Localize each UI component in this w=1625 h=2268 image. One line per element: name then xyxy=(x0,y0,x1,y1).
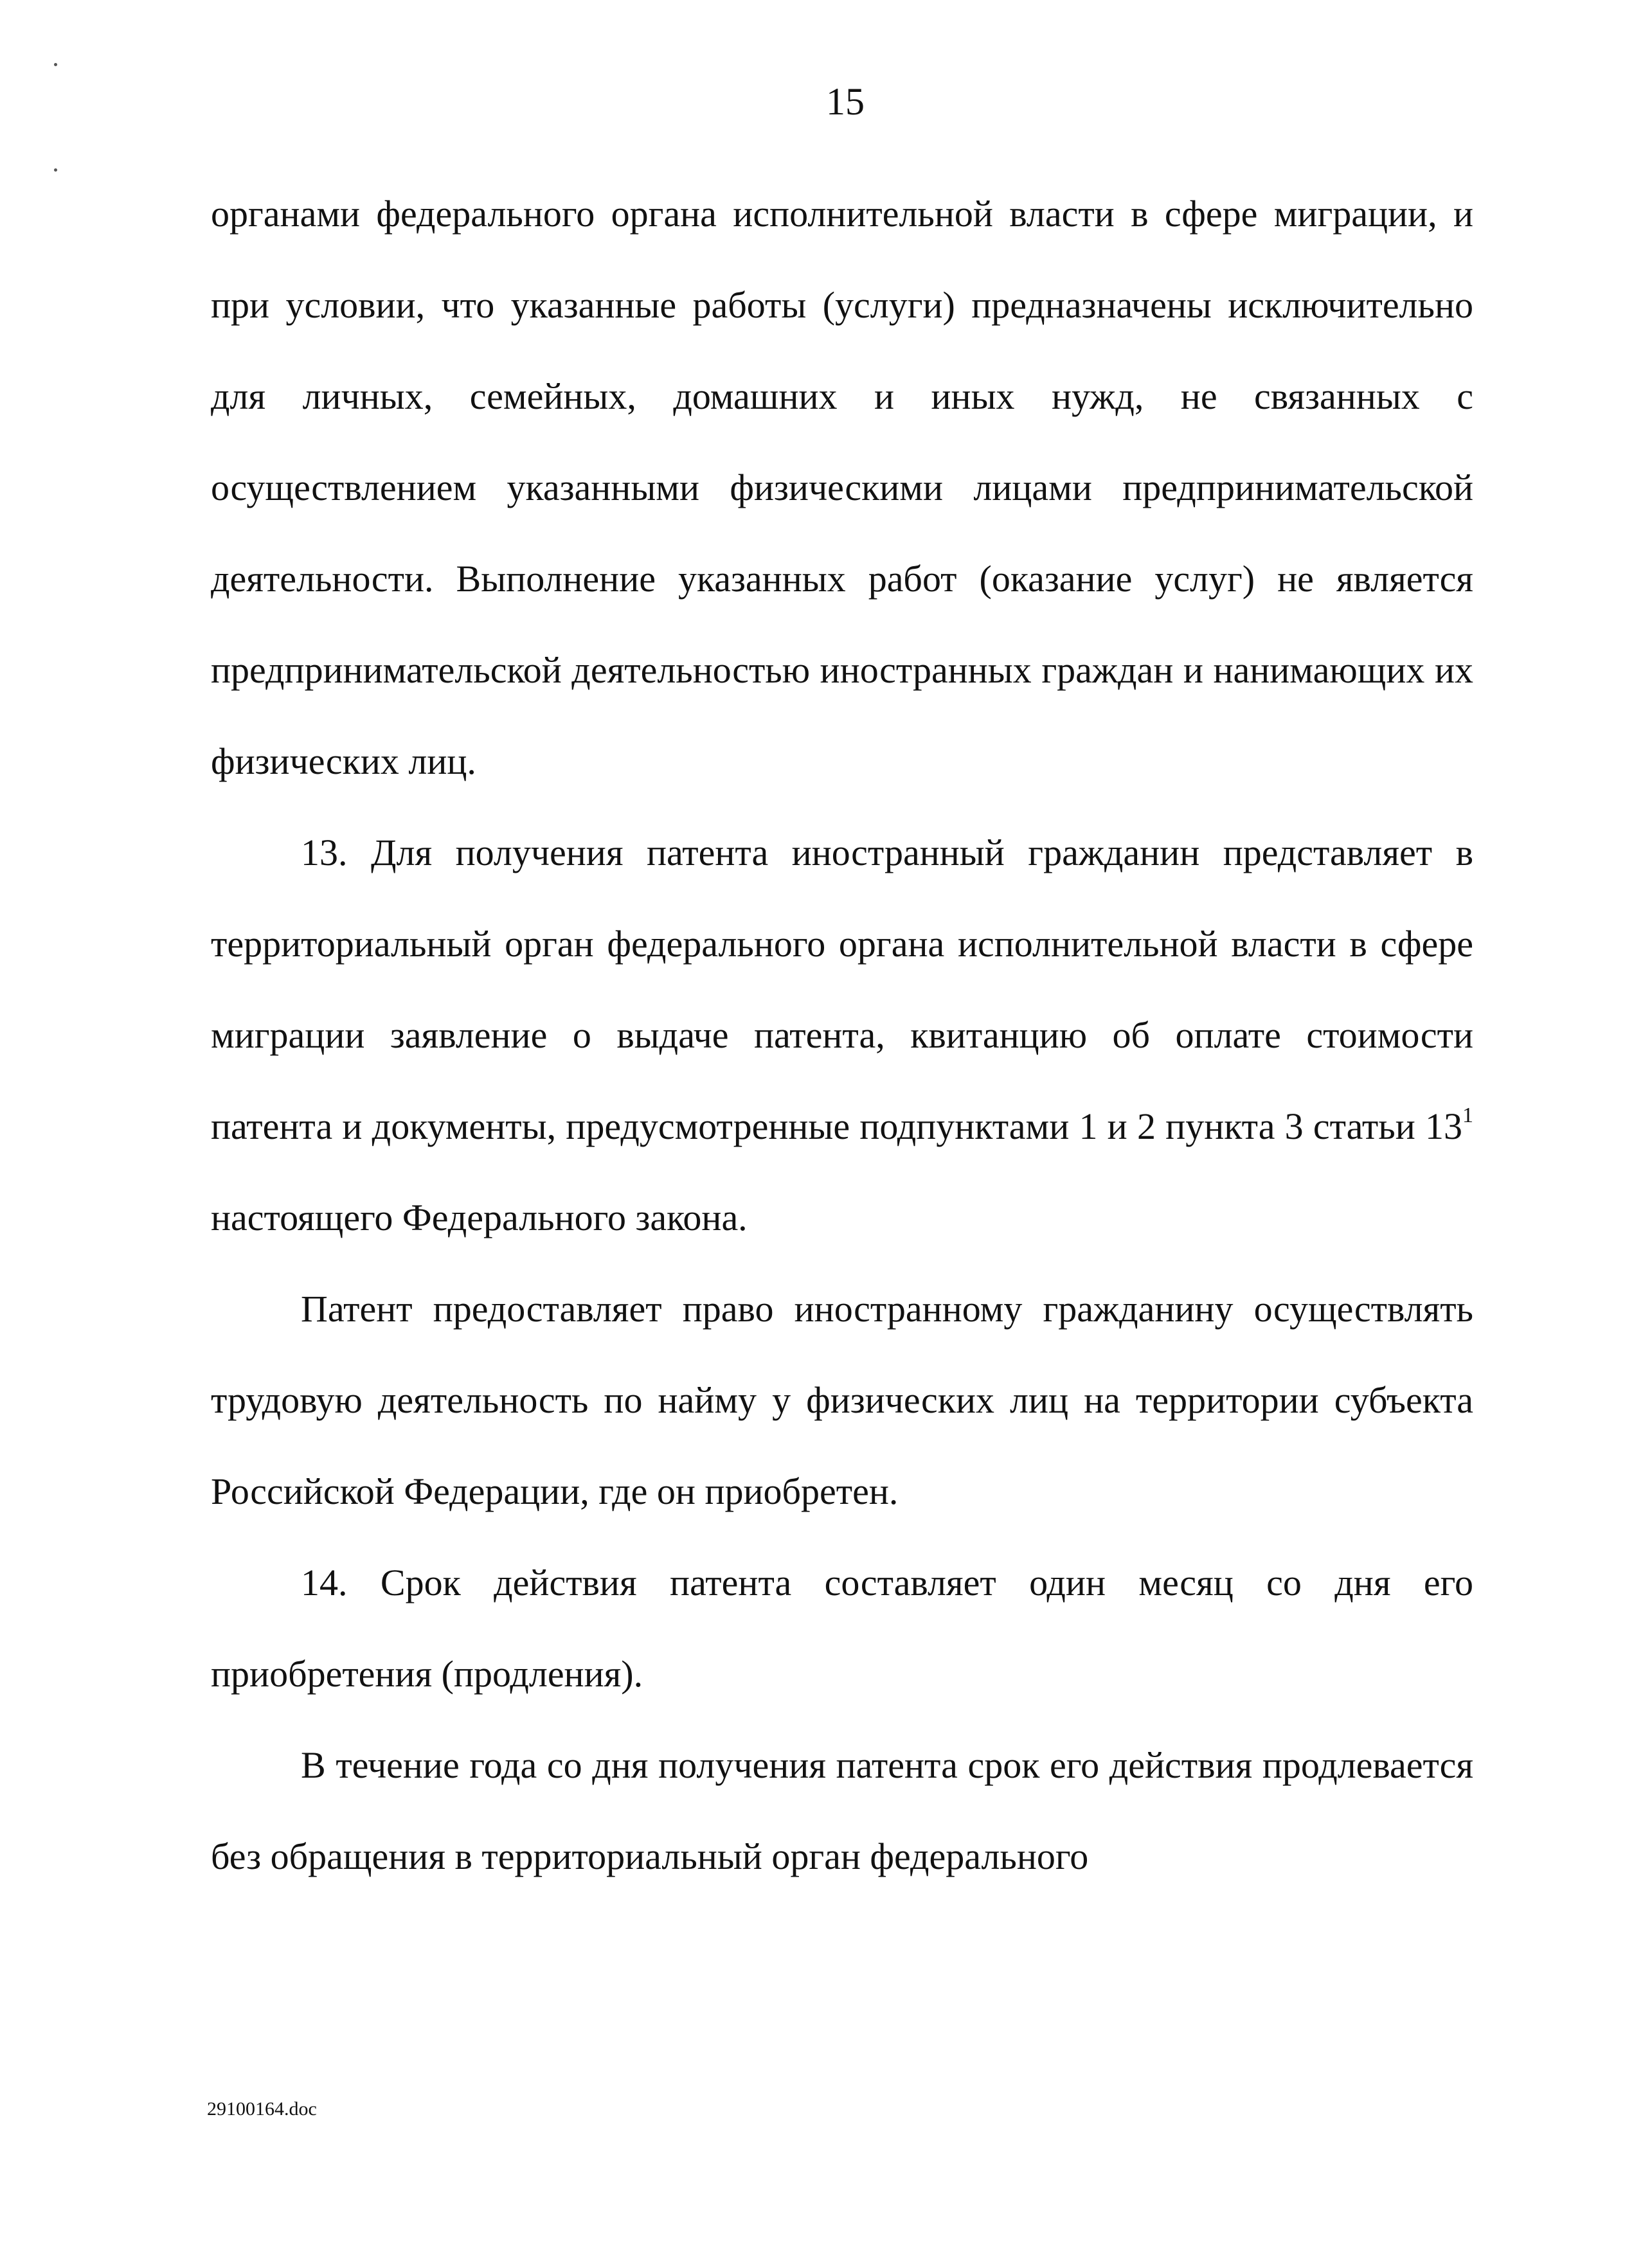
paragraph-continuation xyxy=(211,168,1473,807)
paragraph-text: В течение года со дня получения патента срок его действия продлевается без обращения в территориальный орган федерального xyxy=(211,1744,1473,1877)
document-body xyxy=(211,168,1473,1902)
paragraph-item-13 xyxy=(211,807,1473,1263)
paragraph-text: органами федерального органа исполнительной власти в сфере миграции, и при условии, что указанные работы (услуги) предназначены исключительно для личных, семейных, домашних и иных нужд, не связанных с осуществлением указанными физическими лицами предпринимательской деятельности. Выполнение указанных работ (оказание услуг) не является предпринимательской деятельностью иностранных граждан и нанимающих их физических лиц. xyxy=(211,193,1473,782)
scan-speck xyxy=(54,63,57,66)
paragraph-item-14 xyxy=(211,1537,1473,1720)
page-number: 15 xyxy=(826,80,865,123)
paragraph-text: Патент предоставляет право иностранному гражданину осуществлять трудовую деятельность по найму у физических лиц на территории субъекта Российской Федерации, где он приобретен. xyxy=(211,1288,1473,1512)
scan-speck xyxy=(54,168,57,172)
paragraph-patent-right xyxy=(211,1263,1473,1537)
superscript-article-number: 1 xyxy=(1462,1103,1473,1127)
paragraph-text: 14. Срок действия патента составляет один месяц со дня его приобретения (продления). xyxy=(211,1562,1473,1695)
paragraph-patent-extension xyxy=(211,1720,1473,1902)
paragraph-text: 13. Для получения патента иностранный гражданин представляет в территориальный орган федерального органа исполнительной власти в сфере миграции заявление о выдаче патента, квитанцию об оплате стоимости патента и документы, предусмотренные подпунктами 1 и 2 пункта 3 статьи 13 xyxy=(211,832,1473,1147)
paragraph-text-tail: настоящего Федерального закона. xyxy=(211,1197,748,1238)
footer-document-name: 29100164.doc xyxy=(207,2098,317,2120)
